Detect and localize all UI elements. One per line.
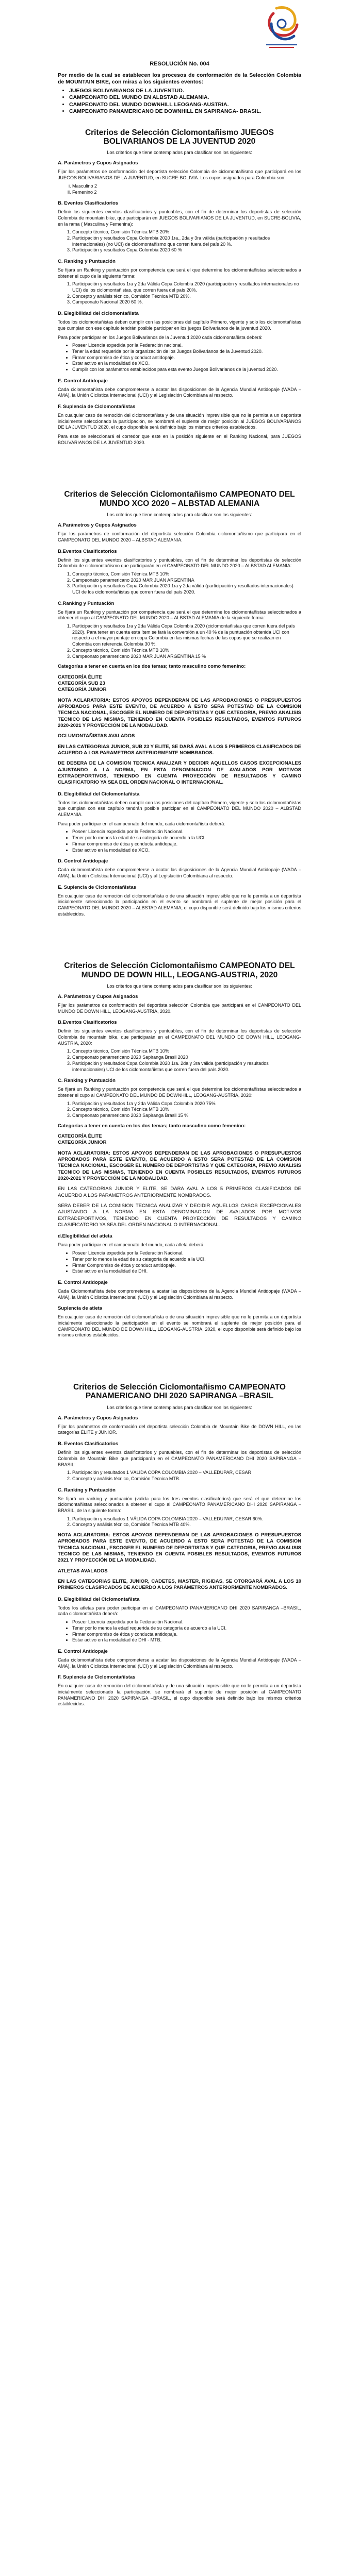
list-item: 1. Concepto técnico, Comisión Técnica MTB 20% [72, 229, 301, 235]
list-item: 3. Campeonato Nacional 2020 60 %. [72, 299, 301, 306]
federation-logo-graphic [251, 3, 311, 53]
category-item: CATEGORÍA JUNIOR [58, 687, 107, 693]
section-mundial-downhill [58, 961, 301, 1338]
list-item: 1. Participación y resultados 1 VÁLIDA COPA COLOMBIA 2020 – VALLEDUPAR, CESAR 60%. [72, 1516, 301, 1522]
paragraph: En cualquier caso de remoción del ciclomontañista y de una situación imprevisible que no le permita a un deportista inicialmente seleccionado la participación, se nombrará el suplente de mejor posición al CAMPEONATO PANAMERICANO DHI 2020 SAPIRANGA –BRASIL, el cupo disponible será definido bajo los mismos criterios establecidos. [58, 1683, 301, 1707]
list-item: 3. Campeonato panamericano 2020 MAR JUAN ARGENTINA 15 % [72, 654, 301, 660]
paragraph: Se fijará un ranking y puntuación (valida para los tres eventos clasificatorios) que será el que determine los ciclomontañistas seleccionados a obtener el cupo al CAMPEONATO PANAMERICANO DHI 2020 SAPIRANGA –BRASIL, de la siguiente forma: [58, 1496, 301, 1513]
paragraph: Definir los siguientes eventos clasificatorios y puntuables, con el fin de determinar los deportistas de selección Colombia de mountain bike, que participarán en JUEGOS BOLIVARIANOS DE LA JUVENTUD, en SUCRE-BOLIVIA, en la rama ( Masculina y Femenina): [58, 209, 301, 227]
endorsed-heading: OCLUMONTAÑISTAS AVALADOS [58, 733, 135, 739]
paragraph: Cada ciclomontañista debe comprometerse a acatar las disposiciones de la Agencia Mundial Antidopaje (WADA – AMA), la Unión Ciclistica Internacional (UCI) y al Legislación Colombiana al respecto. [58, 867, 301, 878]
category-item: CATEGORÍA JUNIOR [58, 1140, 107, 1146]
subsection-heading: D. Elegibilidad del Ciclomontañista [58, 791, 140, 797]
list-item: 2. Concepto y análisis técnico, Comisión Técnica MTB 20%. [72, 294, 301, 300]
ranking-list [72, 1516, 301, 1528]
list-item: • Estar activo en la modalidad de XCO. [72, 848, 301, 854]
list-item: • Tener por lo menos la edad requerida de su categoría de acuerdo a la UCI. [72, 1625, 301, 1632]
subsection-heading: A. Parámetros y Cupos Asignados [58, 994, 138, 1000]
list-item: 1. Concepto técnico, Comisión Técnica MTB 10% [72, 571, 301, 578]
paragraph: En cualquier caso de remoción del ciclomontañista y de una situación imprevisible que no le permita a un deportista inicialmente seleccionado la participación, se nombrará el suplente de mejor posición al JUEGOS BOLIVARIANOS DE LA JUVENTUD 2020, el cupo disponible será definido bajo los mismos criterios establecidos. [58, 413, 301, 430]
criteria-list [72, 1048, 301, 1073]
eligibility-list [72, 829, 301, 853]
list-item: 2. Concepto y análisis técnico, Comisión Técnica MTB 40%. [72, 1522, 301, 1528]
event-list [69, 88, 301, 115]
paragraph: Para poder participar en el campeonato del mundo, cada atleta deberá: [58, 1242, 205, 1248]
list-item: 1. Participación y resultados 1 VÁLIDA COPA COLOMBIA 2020 – VALLEDUPAR, CESAR [72, 1470, 301, 1476]
subsection-heading: D. Control Antidopaje [58, 858, 108, 865]
subsection-heading: Suplencia de atleta [58, 1306, 103, 1312]
paragraph: Se fijará un Ranking y puntuación por competencia que será el que determine los ciclomontañistas seleccionados a obtener el cupo de la siguiente forma: [58, 267, 301, 279]
ranking-list [72, 1101, 301, 1119]
clarifying-note: NOTA ACLARATORIA: ESTOS APOYOS DEPENDERAN DE LAS APROBACIONES O PRESUPUESTOS APROBADOS PARA ESTE EVENTO, DE ACUERDO A ESTO SERA POTESTAD DE LA COMISION TECNICA NACIONAL, ESCOGER EL NUMERO DE DEPORTISTAS Y QUE CATEGORIA, PREVIO ANALISIS TECNICO DE LAS MISMAS, TENIENDO EN CUENTA POSIBLES RESULTADOS, EVENTOS FUTUROS 2021 Y PROYECCIÓN DE LA MODALIDAD. [58, 1532, 301, 1564]
list-item: 2. Campeonato panamericano 2020 MAR JUAN ARGENTINA [72, 578, 301, 584]
paragraph: Para este se seleccionará el corredor que este en la posición siguiente en el Ranking Nacional, para JUEGOS BOLIVARIANOS DE LA JUVENTUD 2020. [58, 434, 301, 445]
paragraph: Para poder participar en el campeonato del mundo, cada ciclomontañista deberá: [58, 821, 225, 826]
subsection-heading: C. Ranking y Puntuación [58, 1487, 116, 1493]
section-title: Criterios de Selección Ciclomontañismo CAMPEONATO PANAMERICANO DHI 2020 SAPIRANGA –BRASIL [73, 1383, 286, 1401]
paragraph: Fijar los parámetros de conformación del deportista selección Colombia de Mountain Bike de DOWN HILL, en las categorías ÉLITE y JUNIOR. [58, 1423, 301, 1435]
paragraph: Fijar los parámetros de conformación del deportista selección Colombia de ciclomontañismo que participará en los JUEGOS BOLIVARIANOS DE LA JUVENTUD, en SUCRE-BOLIVIA. Los cupos asignados para Colombia son: [58, 169, 301, 181]
section-title: Criterios de Selección Ciclomontañismo CAMPEONATO DEL MUNDO XCO 2020 – ALBSTAD ALEMANIA [64, 490, 295, 508]
section-lead: Los criterios que tiene contemplados para clasificar son los siguientes: [107, 150, 252, 156]
subsection-heading: C. Ranking y Puntuación [58, 259, 116, 265]
section-lead: Los criterios que tiene contemplados para clasificar son los siguientes: [107, 1404, 252, 1410]
subsection-heading: E. Control Antidopaje [58, 378, 108, 384]
section-title: Criterios de Selección Ciclomontañismo CAMPEONATO DEL MUNDO DE DOWN HILL, LEOGANG-AUSTRIA, 2020 [64, 961, 295, 979]
list-item: i. Masculino 2 [72, 183, 301, 190]
federation-logo [251, 3, 311, 53]
paragraph: Definir los siguientes eventos clasificatorios y puntuables, con el fin de determinar los deportistas de selección Colombia de Mountain Bike que participarán en el CAMPEONATO PANAMERICANO DHI 2020 SAPIRANGA –BRASIL: [58, 1450, 301, 1467]
subsection-heading: A.Parámetros y Cupos Asignados [58, 522, 137, 529]
section-title: Criterios de Selección Ciclomontañismo JUEGOS BOLIVARIANOS DE LA JUVENTUD 2020 [85, 128, 274, 146]
list-item: 3. Participación y resultados Copa Colombia 2020 1ra. 2da y 3ra válida (participación y resultados internacionales) UCI de los ciclomontañistas que corren fuera del país 2020. [72, 1061, 301, 1073]
paragraph: Cada Ciclomontañista debe comprometerse a acatar las disposiciones de la Agencia Mundial Antidopaje (WADA – AMA), la Unión Ciclistica Internacional (UCI) y al Legislación Colombiana al respecto. [58, 1288, 301, 1300]
list-item: 2. Concepto técnico, Comisión Técnica MTB 10% [72, 1107, 301, 1113]
list-item: • Estar activo en la modalidad de DHI - MTB. [72, 1637, 301, 1643]
subsection-heading: B. Eventos Clasificatorios [58, 200, 119, 207]
quota-list [72, 183, 301, 195]
subsection-heading: D. Elegibilidad del ciclomontañista [58, 311, 139, 317]
list-item: 3. Campeonato panamericano 2020 Sapiranga Brasil 15 % [72, 1113, 301, 1119]
paragraph: Todos los ciclomontañistas deben cumplir con las posiciones del capítulo Primero, vigente y solo los ciclomontañistas que cumplan con ese capítulo tendrán posible participar en los juegos Bolivarianos de la juventud 2020. [58, 319, 301, 331]
subsection-heading: E. Control Antidopaje [58, 1648, 108, 1654]
subsection-heading: B. Eventos Clasificatorios [58, 1441, 119, 1447]
event-item: • JUEGOS BOLIVARIANOS DE LA JUVENTUD. [69, 88, 301, 94]
paragraph: Fijar los parámetros de conformación del deportista selección Colombia que participará en el CAMPEONATO DEL MUNDO DE DOWN HILL, LEOGANG-AUSTRIA, 2020. [58, 1003, 301, 1014]
criteria-list [72, 1470, 301, 1482]
list-item: 3. Participación y resultados Copa Colombia 2020 60 % [72, 247, 301, 253]
categories-intro: Categorías a tener en cuenta en los dos temas; tanto masculino como femenino: [58, 1123, 246, 1129]
criteria-list [72, 229, 301, 253]
event-item: • CAMPEONATO DEL MUNDO DOWNHILL LEOGANG-AUSTRIA. [69, 101, 301, 108]
subsection-heading: D. Elegibilidad del Ciclomontañista [58, 1596, 140, 1602]
list-item: • Cumplir con los parámetros establecidos para esta evento Juegos Bolivarianos de la juventud 2020. [72, 367, 301, 373]
category-item: CATEGORÍA SUB 23 [58, 680, 105, 686]
resolution-intro: Por medio de la cual se establecen los procesos de conformación de la Selección Colombia de MOUNTAIN BIKE, con miras a los siguientes eventos: [58, 72, 301, 86]
section-lead: Los criterios que tiene contemplados para clasificar son los siguientes: [107, 984, 252, 989]
list-item: • Firmar Compromiso de ética y conduct antidopaje. [72, 1263, 301, 1269]
category-item: CATEGORÍA ÉLITE [58, 674, 102, 680]
paragraph: Definir los siguientes eventos clasificatorios y puntuables, con el fin de determinar los deportistas de selección Colombia de ciclomontañismo que participarán en el CAMPEONATO DEL MUNDO 2020 – ALBSTAD ALEMANIA: [58, 557, 301, 569]
list-item: 1. Participación y resultados 1ra y 2da Válida Copa Colombia 2020 (participación y resultados internacionales no UCI) de los ciclomontañistas, que corren fuera del país 20%. [72, 281, 301, 293]
paragraph: Definir los siguientes eventos clasificatorios y puntuables, con el fin de determinar los deportistas de selección Colombia de mountain bike, que participarán en el CAMPEONATO DEL MUNDO DE DOWN HILL, LEOGANG-AUSTRIA, 2020: [58, 1028, 301, 1046]
paragraph: En cualquier caso de remoción del ciclomontañista o de una situación imprevisible que no le permita a un deportista inicialmente seleccionado la participación en el evento se nombrará el suplente de mejor posición para el CAMPEONATO DEL MUNDO DE DOWN HILL, LEOGANG-AUSTRIA, 2020, el cupo disponible será definido bajo los mismos criterios establecidos. [58, 1314, 301, 1338]
subsection-heading: B.Eventos Clasificatorios [58, 1020, 117, 1026]
list-item: • Poseer Licencia expedida por la Federación Nacional. [72, 1619, 301, 1625]
subsection-heading: C. Ranking y Puntuación [58, 1078, 116, 1084]
list-item: 2. Concepto técnico, Comisión Técnica MTB 10% [72, 648, 301, 654]
list-item: 3. Participación y resultados Copa Colombia 2020 1ra y 2da válida (participación y resultados internacionales) UCI de los ciclomontañistas que corren fuera del país 2020. [72, 583, 301, 595]
list-item: ii. Femenino 2 [72, 190, 301, 196]
list-item: • Poseer Licencia expedida por la Federación nacional. [72, 343, 301, 349]
list-item: • Estar activo en la modalidad de DHI. [72, 1268, 301, 1275]
eligibility-list [72, 1250, 301, 1275]
subsection-heading: C.Ranking y Puntuación [58, 600, 115, 606]
list-item: 2. Concepto y análisis técnico, Comisión Técnica MTB. [72, 1476, 301, 1482]
section-panamericano-dhi [58, 1383, 301, 1707]
categories-intro: Categorías a tener en cuenta en los dos temas; tanto masculino como femenino: [58, 664, 246, 670]
endorsed-body: EN LAS CATEGORIAS JUNIOR, SUB 23 Y ELITE, SE DARÁ AVAL A LOS 5 PRIMEROS CLASIFICADOS DE ACUERDO A LOS PARAMETROS ANTERIORMENTE NOMBRADOS. [58, 743, 301, 756]
section-mundial-xco [58, 490, 301, 917]
criteria-list [72, 571, 301, 596]
endorsed-heading: ATLETAS AVALADOS [58, 1568, 108, 1574]
endorsed-body: DE DEBERA DE LA COMISION TECNICA ANALIZAR Y DECIDIR AQUELLOS CASOS EXCEPCIONALES AJUSTANDO A LA NORMA, EN ESTA DENOMINACION DE AVALADOS POR MOTIVOS EXTRADEPORTIVOS, TENIENDO EN CUENTA PROYECCIÓN DE RESULTADOS Y CAMINO CLASIFICATORIO YA SEA DEL ORDEN NACIONAL O INTERNACIONAL. [58, 760, 301, 786]
paragraph: Se fijará un Ranking y puntuación por competencia que será el que determine los ciclomontañistas seleccionados a obtener el cupo al CAMPEONATO DEL MUNDO DE DOWNHILL, LEOGANG-AUSTRIA, 2020: [58, 1087, 301, 1098]
eligibility-list [72, 1619, 301, 1643]
event-item: • CAMPEONATO PANAMERICANO DE DOWNHILL EN SAPIRANGA- BRASIL. [69, 108, 301, 115]
eligibility-list [72, 343, 301, 372]
list-item: • Tener por lo menos la edad de su categoría de acuerdo a la UCI. [72, 1257, 301, 1263]
section-bolivarianos [58, 128, 301, 446]
event-item: • CAMPEONATO DEL MUNDO EN ALBSTAD ALEMANIA. [69, 94, 301, 101]
paragraph: Cada ciclomontañista debe comprometerse a acatar las disposiciones de la Agencia Mundial Antidopaje (WADA – AMA), la Unión Ciclistica Internacional (UCI) y al Legislación Colombiana al respecto. [58, 386, 301, 398]
paragraph: En cualquier caso de remoción del ciclomontañista o de una situación imprevisible que no le permita a un deportista inicialmente seleccionado la participación en el evento se nombrará el suplente de mejor posición para el CAMPEONATO DEL MUNDO 2020 – ALBSTAD ALEMANIA, el cupo disponible será definido bajo los mismos criterios establecidos. [58, 893, 301, 917]
subsection-heading: A. Parámetros y Cupos Asignados [58, 160, 138, 166]
list-item: • Poseer Licencia expedida por la Federación Nacional. [72, 829, 301, 835]
paragraph: Se fijará un Ranking y puntuación por competencia que será el que determine los ciclomontañistas seleccionados a obtener el cupo al CAMPEONATO DEL MUNDO 2020 – ALBSTAD ALEMANIA de la siguiente forma: [58, 609, 301, 621]
ranking-list [72, 623, 301, 659]
subsection-heading: A. Parámetros y Cupos Asignados [58, 1415, 138, 1421]
list-item: • Estar activo en la modalidad de XCO. [72, 361, 301, 367]
list-item: 2. Participación y resultados Copa Colombia 2020 1ra., 2da y 3ra válida (participación y resultados internacionales) (no UCI) de ciclomontañismo que corren fuera del país 20 %. [72, 235, 301, 247]
paragraph: Para poder participar en los Juegos Bolivarianos de la Juventud 2020 cada ciclomontañista deberá: [58, 334, 263, 340]
list-item: • Poseer Licencia expedida por la Federación Nacional. [72, 1250, 301, 1257]
paragraph: Todos los ciclomontañistas deben cumplir con las posiciones del capítulo Primero, vigente y solo los ciclomontañistas que cumplan con ese capítulo tendrán posible participar en el CAMPEONATO DEL MUNDO 2020 – ALBSTAD ALEMANIA. [58, 800, 301, 818]
list-item: • Tener la edad requerida por la organización de los Juegos Bolivarianos de la Juventud 2020. [72, 349, 301, 355]
clarifying-note: NOTA ACLARATORIA: ESTOS APOYOS DEPENDERAN DE LAS APROBACIONES O PRESUPUESTOS APROBADOS PARA ESTE EVENTO, DE ACUERDO A ESTO SERA POTESTAD DE LA COMISION TECNICA NACIONAL, ESCOGER EL NUMERO DE DEPORTISTAS Y QUE CATEGORIA, PREVIO ANALISIS TECNICO DE LAS MISMAS, TENIENDO EN CUENTA POSIBLES RESULTADOS, EVENTOS FUTUROS 2020-2021 Y PROYECCIÓN DE LA MODALIDAD. [58, 697, 301, 728]
subsection-heading: E. Suplencia de Ciclomontañistas [58, 884, 137, 890]
list-item: • Tener por lo menos la edad de su categoría de acuerdo a la UCI. [72, 835, 301, 841]
paragraph: Cada ciclomontañista debe comprometerse a acatar las disposiciones de la Agencia Mundial Antidopaje (WADA – AMA), la Unión Ciclistica Internacional (UCI) y al Legislación Colombiana al respecto. [58, 1657, 301, 1669]
endorsed-body: SERA DEBER DE LA COMISION TECNICA ANALIZAR Y DECIDIR AQUELLOS CASOS EXCEPCIONALES AJUSTANDO A LA NORMA EN ESTA DENOMINACION DE AVALADOS POR MOTIVOS EXTRADEPORTIVOS, TENIENDO EN CUENTA PROYECCIÓN DE RESULTADOS Y CAMINO CLASIFICATORIO YA SEA DEL ORDEN NACIONAL O INTERNACIONAL. [58, 1203, 301, 1228]
resolution-number: RESOLUCIÓN No. 004 [150, 61, 209, 67]
list-item: • Firmar compromiso de ética y conduct antidopaje. [72, 355, 301, 361]
section-lead: Los criterios que tiene contemplados para clasificar son los siguientes: [107, 512, 252, 518]
subsection-heading: d.Elegibilidad del atleta [58, 1233, 112, 1240]
endorsed-body: EN LAS CATEGORIAS JUNIOR Y ELITE, SE DARA AVAL A LOS 5 PRIMEROS CLASIFICADOS DE ACUERDO A LOS PARAMETROS ANTERIORMENTE NOMBRADOS. [58, 1186, 301, 1198]
subsection-heading: B.Eventos Clasificatorios [58, 548, 117, 554]
list-item: • Firmar compromiso de ética y conducta antidopaje. [72, 1632, 301, 1638]
list-item: 1. Participación y resultados 1ra y 2da Válida Copa Colombia 2020 (ciclomontañistas que corren fuera del país 2020). Para tener en cuenta esta ítem se fará la conversión a un 40 % de la puntuación obtenida UCI con respecto a el mayor puntaje en copa Colombia en las mismas fechas de las copas que se realizan en Colombia con referencia Colombia 30 %. [72, 623, 301, 648]
list-item: 1. Concepto técnico, Comisión Técnica MTB 10% [72, 1048, 301, 1055]
clarifying-note: NOTA ACLARATORIA: ESTOS APOYOS DEPENDERAN DE LAS APROBACIONES O PRESUPUESTOS APROBADOS PARA ESTE EVENTO, DE ACUERDO A ESTO SERA POTESTAD DE LA COMISION TECNICA NACIONAL, ESCOGER EL NUMERO DE DEPORTISTAS Y QUE CATEGORIA, PREVIO ANALISIS TECNICO DE LAS MISMAS, TENIENDO EN CUENTA POSIBLES RESULTADOS, EVENTOS FUTUROS 2020-2021 Y PROYECCIÓN DE LA MODALIDAD. [58, 1150, 301, 1182]
subsection-heading: F. Suplencia de Ciclomontañistas [58, 1674, 136, 1681]
list-item: 1. Participación y resultados 1ra y 2da Válida Copa Colombia 2020 75% [72, 1101, 301, 1107]
category-item: CATEGORÍA ÉLITE [58, 1133, 102, 1139]
subsection-heading: E. Control Antidopaje [58, 1279, 108, 1285]
list-item: • Firmar compromiso de ética y conducta antidopaje. [72, 841, 301, 848]
paragraph: Fijar los parámetros de conformación del deportista selección Colombia ciclomontañismo que participara en el CAMPEONATO DEL MUNDO 2020 – ALBSTAD ALEMANIA. [58, 531, 301, 543]
subsection-heading: F. Suplencia de Ciclomontañistas [58, 404, 136, 410]
paragraph: Todos los atletas para poder participar en el CAMPEONATO PANAMERICANO DHI 2020 SAPIRANGA –BRASIL, cada ciclomontañista deberá: [58, 1605, 301, 1617]
ranking-list [72, 281, 301, 306]
endorsed-body: EN LAS CATEGORIAS ELITE, JUNIOR, CADETES, MASTER, RIGIDAS, SE OTORGARÁ AVAL A LOS 10 PRIMEROS CLASIFICADOS DE ACUERDO A LOS PARÁMETROS ANTERIORMENTE NOMBRADOS. [58, 1579, 301, 1591]
list-item: 2. Campeonato panamericano 2020 Sapiranga Brasil 2020 [72, 1055, 301, 1061]
